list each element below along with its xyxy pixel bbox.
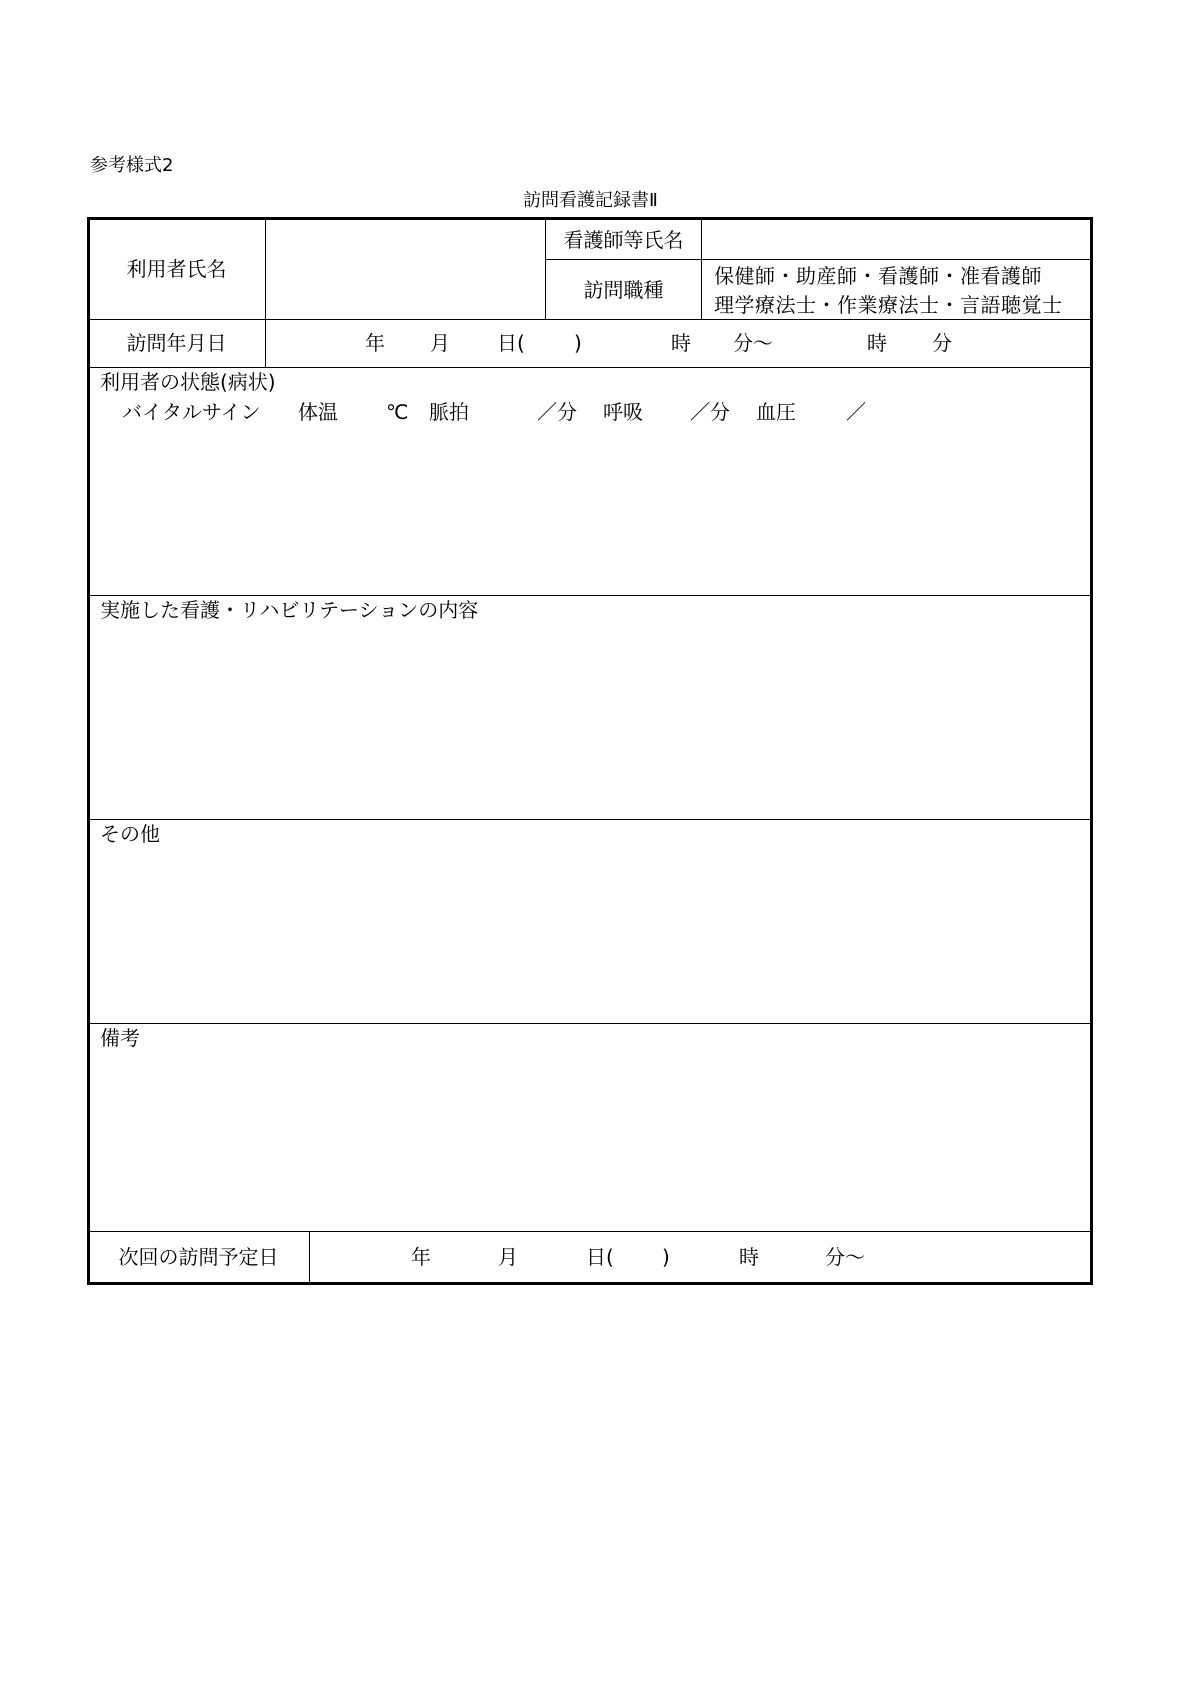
blood-pressure-label: 血圧 — [756, 400, 796, 424]
remarks-label: 備考 — [100, 1026, 140, 1050]
care-content-field[interactable] — [90, 625, 1090, 818]
profession-label: 訪問職種 — [583, 278, 664, 302]
profession-options[interactable]: 保健師・助産師・看護師・准看護師 — [714, 264, 1042, 288]
divider — [309, 1231, 310, 1285]
vitals-label: バイタルサイン — [122, 400, 261, 424]
profession-options[interactable]: 理学療法士・作業療法士・言語聴覚士 — [714, 293, 1063, 317]
condition-field[interactable] — [90, 430, 1090, 594]
temperature-unit: ℃ — [386, 400, 409, 424]
next-visit-hour[interactable]: 時 — [739, 1245, 759, 1269]
blood-pressure-separator: ／ — [846, 400, 866, 424]
divider — [545, 259, 1093, 260]
temperature-label: 体温 — [298, 400, 338, 424]
user-name-field[interactable] — [266, 220, 545, 319]
care-content-label: 実施した看護・リハビリテーションの内容 — [100, 598, 479, 622]
visit-month[interactable]: 月 — [430, 331, 450, 355]
respiration-label: 呼吸 — [603, 400, 643, 424]
user-name-label: 利用者氏名 — [126, 257, 227, 281]
other-label: その他 — [100, 822, 160, 846]
condition-label: 利用者の状態(病状) — [100, 370, 276, 394]
pulse-label: 脈拍 — [429, 400, 469, 424]
visit-minute-start[interactable]: 分～ — [733, 331, 773, 355]
divider — [87, 1231, 1093, 1232]
divider — [87, 367, 1093, 368]
next-visit-weekday-close: ) — [662, 1245, 670, 1269]
next-visit-month[interactable]: 月 — [498, 1245, 518, 1269]
pulse-unit: ／分 — [537, 400, 577, 424]
visit-hour-start[interactable]: 時 — [671, 331, 691, 355]
divider — [87, 819, 1093, 820]
next-visit-label: 次回の訪問予定日 — [118, 1245, 279, 1269]
next-visit-day[interactable]: 日( — [586, 1245, 614, 1269]
visit-date-label: 訪問年月日 — [126, 331, 227, 355]
visit-weekday-close: ) — [574, 331, 582, 355]
nurse-name-field[interactable] — [702, 220, 1090, 259]
remarks-field[interactable] — [90, 1053, 1090, 1230]
next-visit-minute[interactable]: 分～ — [825, 1245, 865, 1269]
visit-minute-end[interactable]: 分 — [932, 331, 952, 355]
page-title: 訪問看護記録書Ⅱ — [523, 190, 658, 211]
visit-hour-end[interactable]: 時 — [867, 331, 887, 355]
form-number: 参考様式2 — [90, 155, 174, 176]
divider — [87, 319, 1093, 320]
other-field[interactable] — [90, 849, 1090, 1022]
next-visit-year[interactable]: 年 — [411, 1245, 431, 1269]
divider — [87, 1023, 1093, 1024]
divider — [87, 595, 1093, 596]
respiration-unit: ／分 — [690, 400, 730, 424]
visit-year[interactable]: 年 — [365, 331, 385, 355]
visit-day[interactable]: 日( — [497, 331, 525, 355]
nurse-name-label: 看護師等氏名 — [563, 228, 684, 252]
